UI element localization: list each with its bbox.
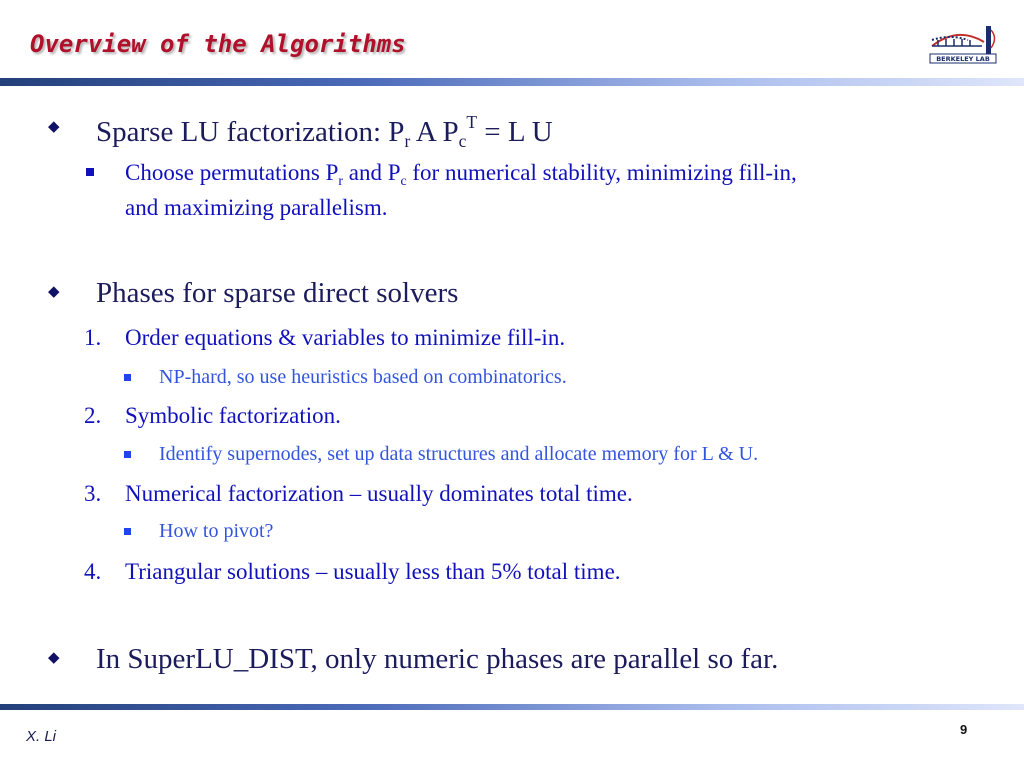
logo-text: BERKELEY LAB: [936, 55, 990, 63]
footer-author: X. Li: [26, 728, 57, 745]
phase-number: 4.: [84, 559, 102, 584]
header-band: [0, 78, 1024, 86]
diamond-bullet-icon: ◆: [48, 284, 60, 300]
phase-numerical: Numerical factorization – usually dominates total time.: [125, 481, 633, 506]
diamond-bullet-icon: ◆: [48, 119, 60, 135]
phase-symbolic: Symbolic factorization.: [125, 403, 341, 428]
slide-title: Overview of the Algorithms: [30, 30, 406, 58]
bullet-superlu-dist: In SuperLU_DIST, only numeric phases are parallel so far.: [96, 643, 779, 675]
phase-triangular: Triangular solutions – usually less than 5% total time.: [125, 559, 621, 584]
square-bullet-icon: [124, 528, 131, 535]
phase-symbolic-note: Identify supernodes, set up data structures and allocate memory for L & U.: [159, 443, 759, 465]
bullet-lu-factorization: Sparse LU factorization: $P_r$ A $P_c^T = L$ U: [96, 112, 553, 152]
phase-number: 3.: [84, 481, 102, 506]
bullet-phases: Phases for sparse direct solvers: [96, 277, 459, 309]
phase-numerical-note: How to pivot?: [159, 520, 274, 542]
phase-order: Order equations & variables to minimize fill-in.: [125, 325, 566, 350]
berkeley-lab-logo: [928, 16, 1002, 66]
square-bullet-icon: [86, 168, 94, 176]
subbullet-permutations-line2: and maximizing parallelism.: [125, 195, 388, 220]
subbullet-permutations: Choose permutations $P_r$ and $P_c$ for numerical stability, minimizing fill-in,: [125, 160, 797, 188]
square-bullet-icon: [124, 451, 131, 458]
phase-order-note: NP-hard, so use heuristics based on combinatorics.: [159, 366, 567, 388]
footer-band: [0, 704, 1024, 710]
phase-number: 2.: [84, 403, 102, 428]
diamond-bullet-icon: ◆: [48, 650, 60, 666]
page-number: 9: [960, 722, 968, 737]
square-bullet-icon: [124, 374, 131, 381]
phase-number: 1.: [84, 325, 102, 350]
